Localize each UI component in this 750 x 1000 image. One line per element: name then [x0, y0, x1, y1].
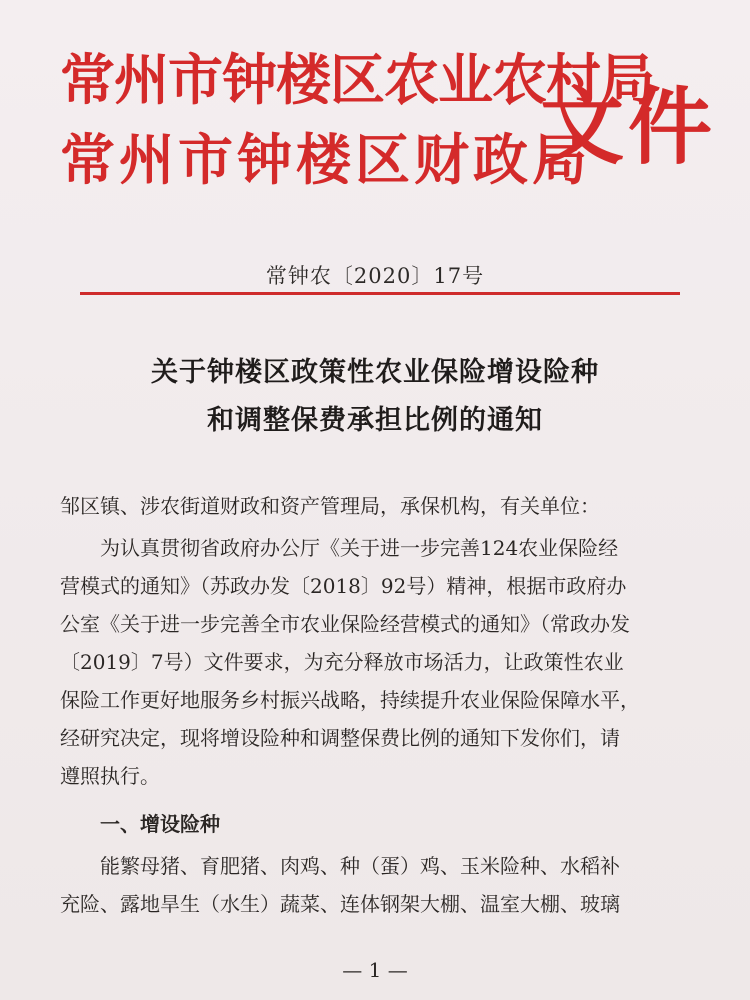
- section-line: 充险、露地旱生（水生）蔬菜、连体钢架大棚、温室大棚、玻璃: [60, 892, 620, 916]
- issuer-line-2: 常州市钟楼区财政局: [60, 127, 592, 192]
- section-line: 能繁母猪、育肥猪、肉鸡、种（蛋）鸡、玉米险种、水稻补: [100, 854, 620, 878]
- document-number: 常钟农〔2020〕17号: [265, 264, 485, 288]
- paragraph-line: 遵照执行。: [60, 764, 160, 788]
- paragraph-line: 保险工作更好地服务乡村振兴战略，持续提升农业保险保障水平，: [60, 688, 640, 712]
- section-heading: 一、增设险种: [100, 812, 220, 836]
- addressee-line: 邹区镇、涉农街道财政和资产管理局，承保机构，有关单位：: [60, 494, 600, 518]
- paragraph-line: 公室《关于进一步完善全市农业保险经营模式的通知》（常政办发: [60, 612, 630, 636]
- paragraph-line: 为认真贯彻省政府办公厅《关于进一步完善124农业保险经: [100, 536, 619, 560]
- paragraph-line: 〔2019〕7号）文件要求，为充分释放市场活力，让政策性农业: [60, 650, 624, 674]
- doc-type-label: 文件: [540, 77, 717, 176]
- title-line-2: 和调整保费承担比例的通知: [207, 405, 543, 436]
- page-number: — 1 —: [342, 958, 408, 982]
- document-body: [60, 0, 700, 1000]
- title-line-1: 关于钟楼区政策性农业保险增设险种: [151, 357, 599, 388]
- paragraph-line: 经研究决定，现将增设险种和调整保费比例的通知下发你们，请: [60, 726, 620, 750]
- issuer-line-1: 常州市钟楼区农业农村局: [60, 47, 655, 112]
- paragraph-line: 营模式的通知》（苏政办发〔2018〕92号）精神，根据市政府办: [60, 574, 627, 598]
